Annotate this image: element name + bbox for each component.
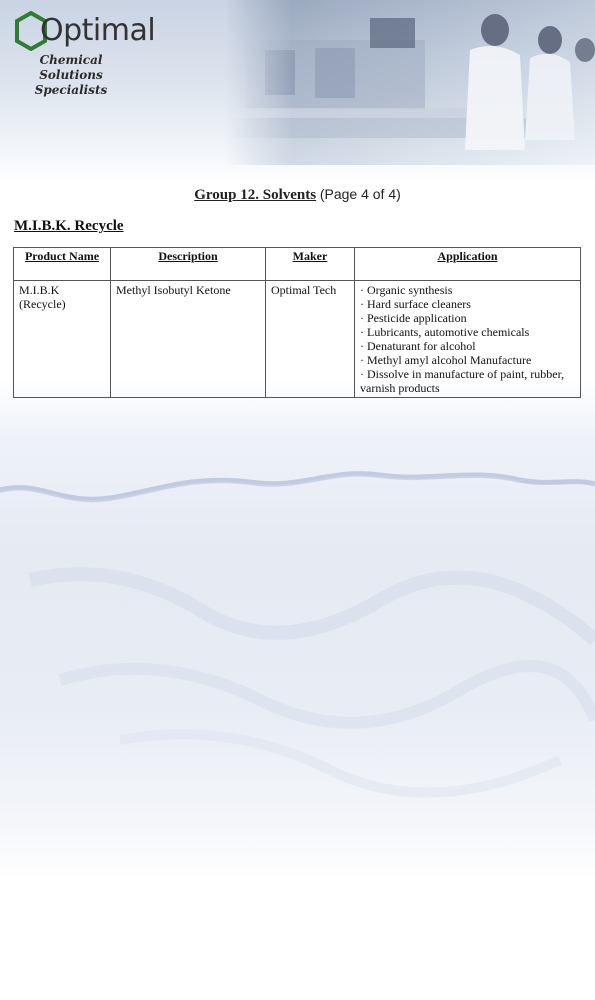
group-title: Group 12. Solvents <box>194 187 317 203</box>
laboratory-photo <box>225 0 595 165</box>
column-header-description: Description <box>111 248 266 281</box>
product-table <box>13 247 581 398</box>
page-title <box>0 186 595 204</box>
section-heading: M.I.B.K. Recycle <box>14 218 124 234</box>
logo-wordmark: Optimal <box>40 13 156 48</box>
company-logo[interactable] <box>10 8 156 97</box>
application-cell <box>355 281 581 398</box>
application-item: · Methyl amyl alcohol Manufacture <box>360 353 532 367</box>
application-item: · Organic synthesis <box>360 283 453 297</box>
table-row <box>14 281 581 398</box>
application-item: · Lubricants, automotive chemicals <box>360 325 530 339</box>
ice-landscape-background <box>0 380 595 880</box>
page-indicator: (Page 4 of 4) <box>319 186 401 202</box>
application-item: · Denaturant for alcohol <box>360 339 476 353</box>
maker-cell: Optimal Tech <box>266 281 355 398</box>
application-item: · Hard surface cleaners <box>360 297 471 311</box>
column-header-application: Application <box>355 248 581 281</box>
description-cell: Methyl Isobutyl Ketone <box>111 281 266 398</box>
header-banner <box>0 0 595 185</box>
logo-tagline: Chemical Solutions Specialists <box>34 53 108 97</box>
application-item: · Pesticide application <box>360 311 467 325</box>
column-header-product-name: Product Name <box>14 248 111 281</box>
application-item: · Dissolve in manufacture of paint, rubber, varnish products <box>360 367 565 395</box>
column-header-maker: Maker <box>266 248 355 281</box>
table-header-row <box>14 248 581 281</box>
product-name-cell: M.I.B.K (Recycle) <box>14 281 111 398</box>
